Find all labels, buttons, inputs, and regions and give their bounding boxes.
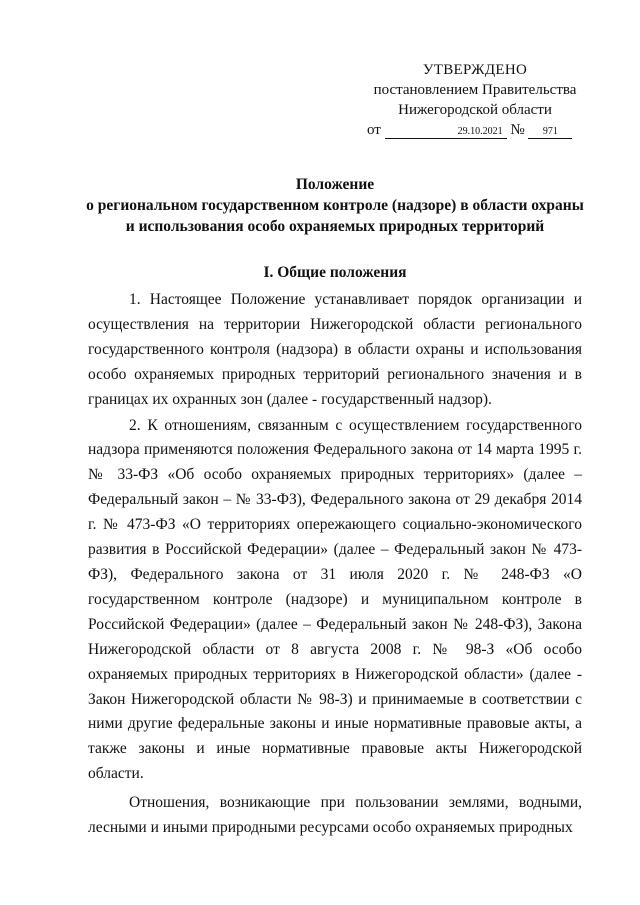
title-line-3: и использования особо охраняемых природных территорий xyxy=(125,218,545,235)
approval-stamp xyxy=(360,60,590,140)
approval-number: 971 xyxy=(528,126,572,139)
approval-region: Нижегородской области xyxy=(398,102,552,118)
approval-date: 29.10.2021 xyxy=(385,126,507,139)
paragraph-2: 2. К отношениям, связанным с осуществлением государственного надзора применяются положения Федерального закона от 14 марта 1995 г. № 33-ФЗ «Об особо охраняемых природных территориях» (далее – Федеральный закон – № 33-ФЗ), Федерального закона от 29 декабря 2014 г. № 473-ФЗ «О территориях опережающего социально-экономического развития в Российской Федерации» (далее – Федеральный закон № 473-ФЗ), Федерального закона от 31 июля 2020 г. № 248-ФЗ «О государственном контроле (надзоре) и муниципальном контроле в Российской Федерации» (далее – Федеральный закон № 248-ФЗ), Закона Нижегородской области от 8 августа 2008 г. № 98-З «Об особо охраняемых природных территориях в Нижегородской области» (далее - Закон Нижегородской области № 98-З) и принимаемые в соответствии с ними другие федеральные законы и иные нормативные правовые акты, а также законы и иные нормативные правовые акты Нижегородской области. xyxy=(88,416,582,783)
title-line-1: Положение xyxy=(295,176,375,193)
from-label: от xyxy=(367,122,381,138)
approval-date-line xyxy=(360,120,590,140)
section-heading: I. Общие положения xyxy=(263,264,407,281)
approval-authority: постановлением Правительства xyxy=(373,82,577,98)
paragraph-1: 1. Настоящее Положение устанавливает порядок организации и осуществления на территории Нижегородской области регионального государственного контроля (надзора) в области охраны и использования особо охраняемых природных территорий регионального значения и в границах их охранных зон (далее - государственный надзор). xyxy=(88,291,582,408)
paragraph-3: Отношения, возникающие при пользовании землями, водными, лесными и иными природными ресурсами особо охраняемых природных xyxy=(88,794,582,837)
document-title xyxy=(70,174,600,237)
number-label: № xyxy=(510,122,525,138)
title-line-2: о региональном государственном контроле (надзоре) в области охраны xyxy=(86,197,584,214)
approval-heading: УТВЕРЖДЕНО xyxy=(422,62,528,78)
document-body xyxy=(88,288,582,842)
